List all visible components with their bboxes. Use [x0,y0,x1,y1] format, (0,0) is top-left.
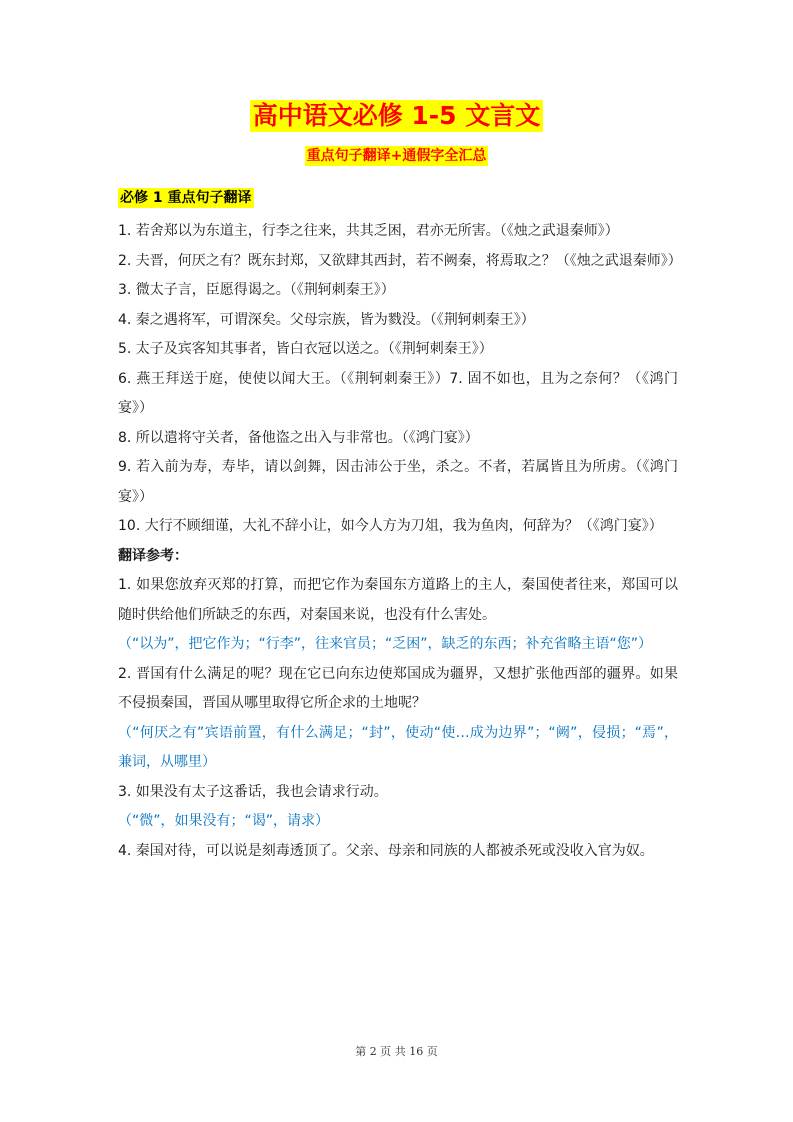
translation-2: 2. 晋国有什么满足的呢？现在它已向东边使郑国成为疆界，又想扩张他西部的疆界。如果不侵损秦国，晋国从哪里取得它所企求的土地呢？ [118,665,678,711]
translation-1-note: （“以为”，把它作为；“行李”，往来官员；“乏困”，缺乏的东西；补充省略主语“您”） [118,636,653,652]
sentence-4: 4. 秦之遇将军，可谓深矣。父母宗族，皆为戮没。（《荆轲刺秦王》） [118,311,535,328]
translation-2-note: （“何厌之有”宾语前置，有什么满足；“封”，使动“使…成为边界”；“阙”，侵损；“焉”，兼词，从哪里） [118,724,678,770]
translation-3-note: （“微”，如果没有；“谒”，请求） [118,813,330,829]
subtitle-block [0,145,793,166]
translation-4: 4. 秦国对待，可以说是刻毒透顶了。父亲、母亲和同族的人都被杀死或没收入官为奴。 [118,842,654,859]
sentence-10: 10. 大行不顾细谨，大礼不辞小让，如今人方为刀俎，我为鱼肉，何辞为？（《鸿门宴》） [118,518,663,534]
sentence-2: 2. 夫晋，何厌之有？既东封郑，又欲肆其西封，若不阙秦，将焉取之？（《烛之武退秦师》） [118,252,682,269]
sentence-9: 9. 若入前为寿，寿毕，请以剑舞，因击沛公于坐，杀之。不者，若属皆且为所虏。（《鸿门宴》） [118,459,678,505]
sentence-5: 5. 太子及宾客知其事者，皆白衣冠以送之。（《荆轲刺秦王》） [118,341,493,357]
document-body [118,217,682,866]
sentence-6-7: 6. 燕王拜送于庭，使使以闻大王。（《荆轲刺秦王》）7. 固不如也，且为之奈何？（《鸿门宴》） [118,370,678,416]
translation-1: 1. 如果您放弃灭郑的打算，而把它作为秦国东方道路上的主人，秦国使者往来，郑国可以随时供给他们所缺乏的东西，对秦国来说，也没有什么害处。 [118,577,678,623]
title-block [0,100,793,132]
page-footer: 第 2 页 共 16 页 [355,1045,438,1058]
reference-heading: 翻译参考： [118,547,188,564]
page-subtitle: 重点句子翻译+通假字全汇总 [306,148,487,164]
sentence-3: 3. 微太子言，臣愿得谒之。（《荆轲刺秦王》） [118,282,395,298]
sentence-8: 8. 所以遣将守关者，备他盗之出入与非常也。（《鸿门宴》） [118,429,479,446]
translation-3: 3. 如果没有太子这番话，我也会请求行动。 [118,783,388,800]
sentence-1: 1. 若舍郑以为东道主，行李之往来，共其乏困，君亦无所害。（《烛之武退秦师》） [118,223,619,239]
section-heading: 必修 1 重点句子翻译 [120,190,252,206]
page-title: 高中语文必修 1-5 文言文 [250,100,544,132]
